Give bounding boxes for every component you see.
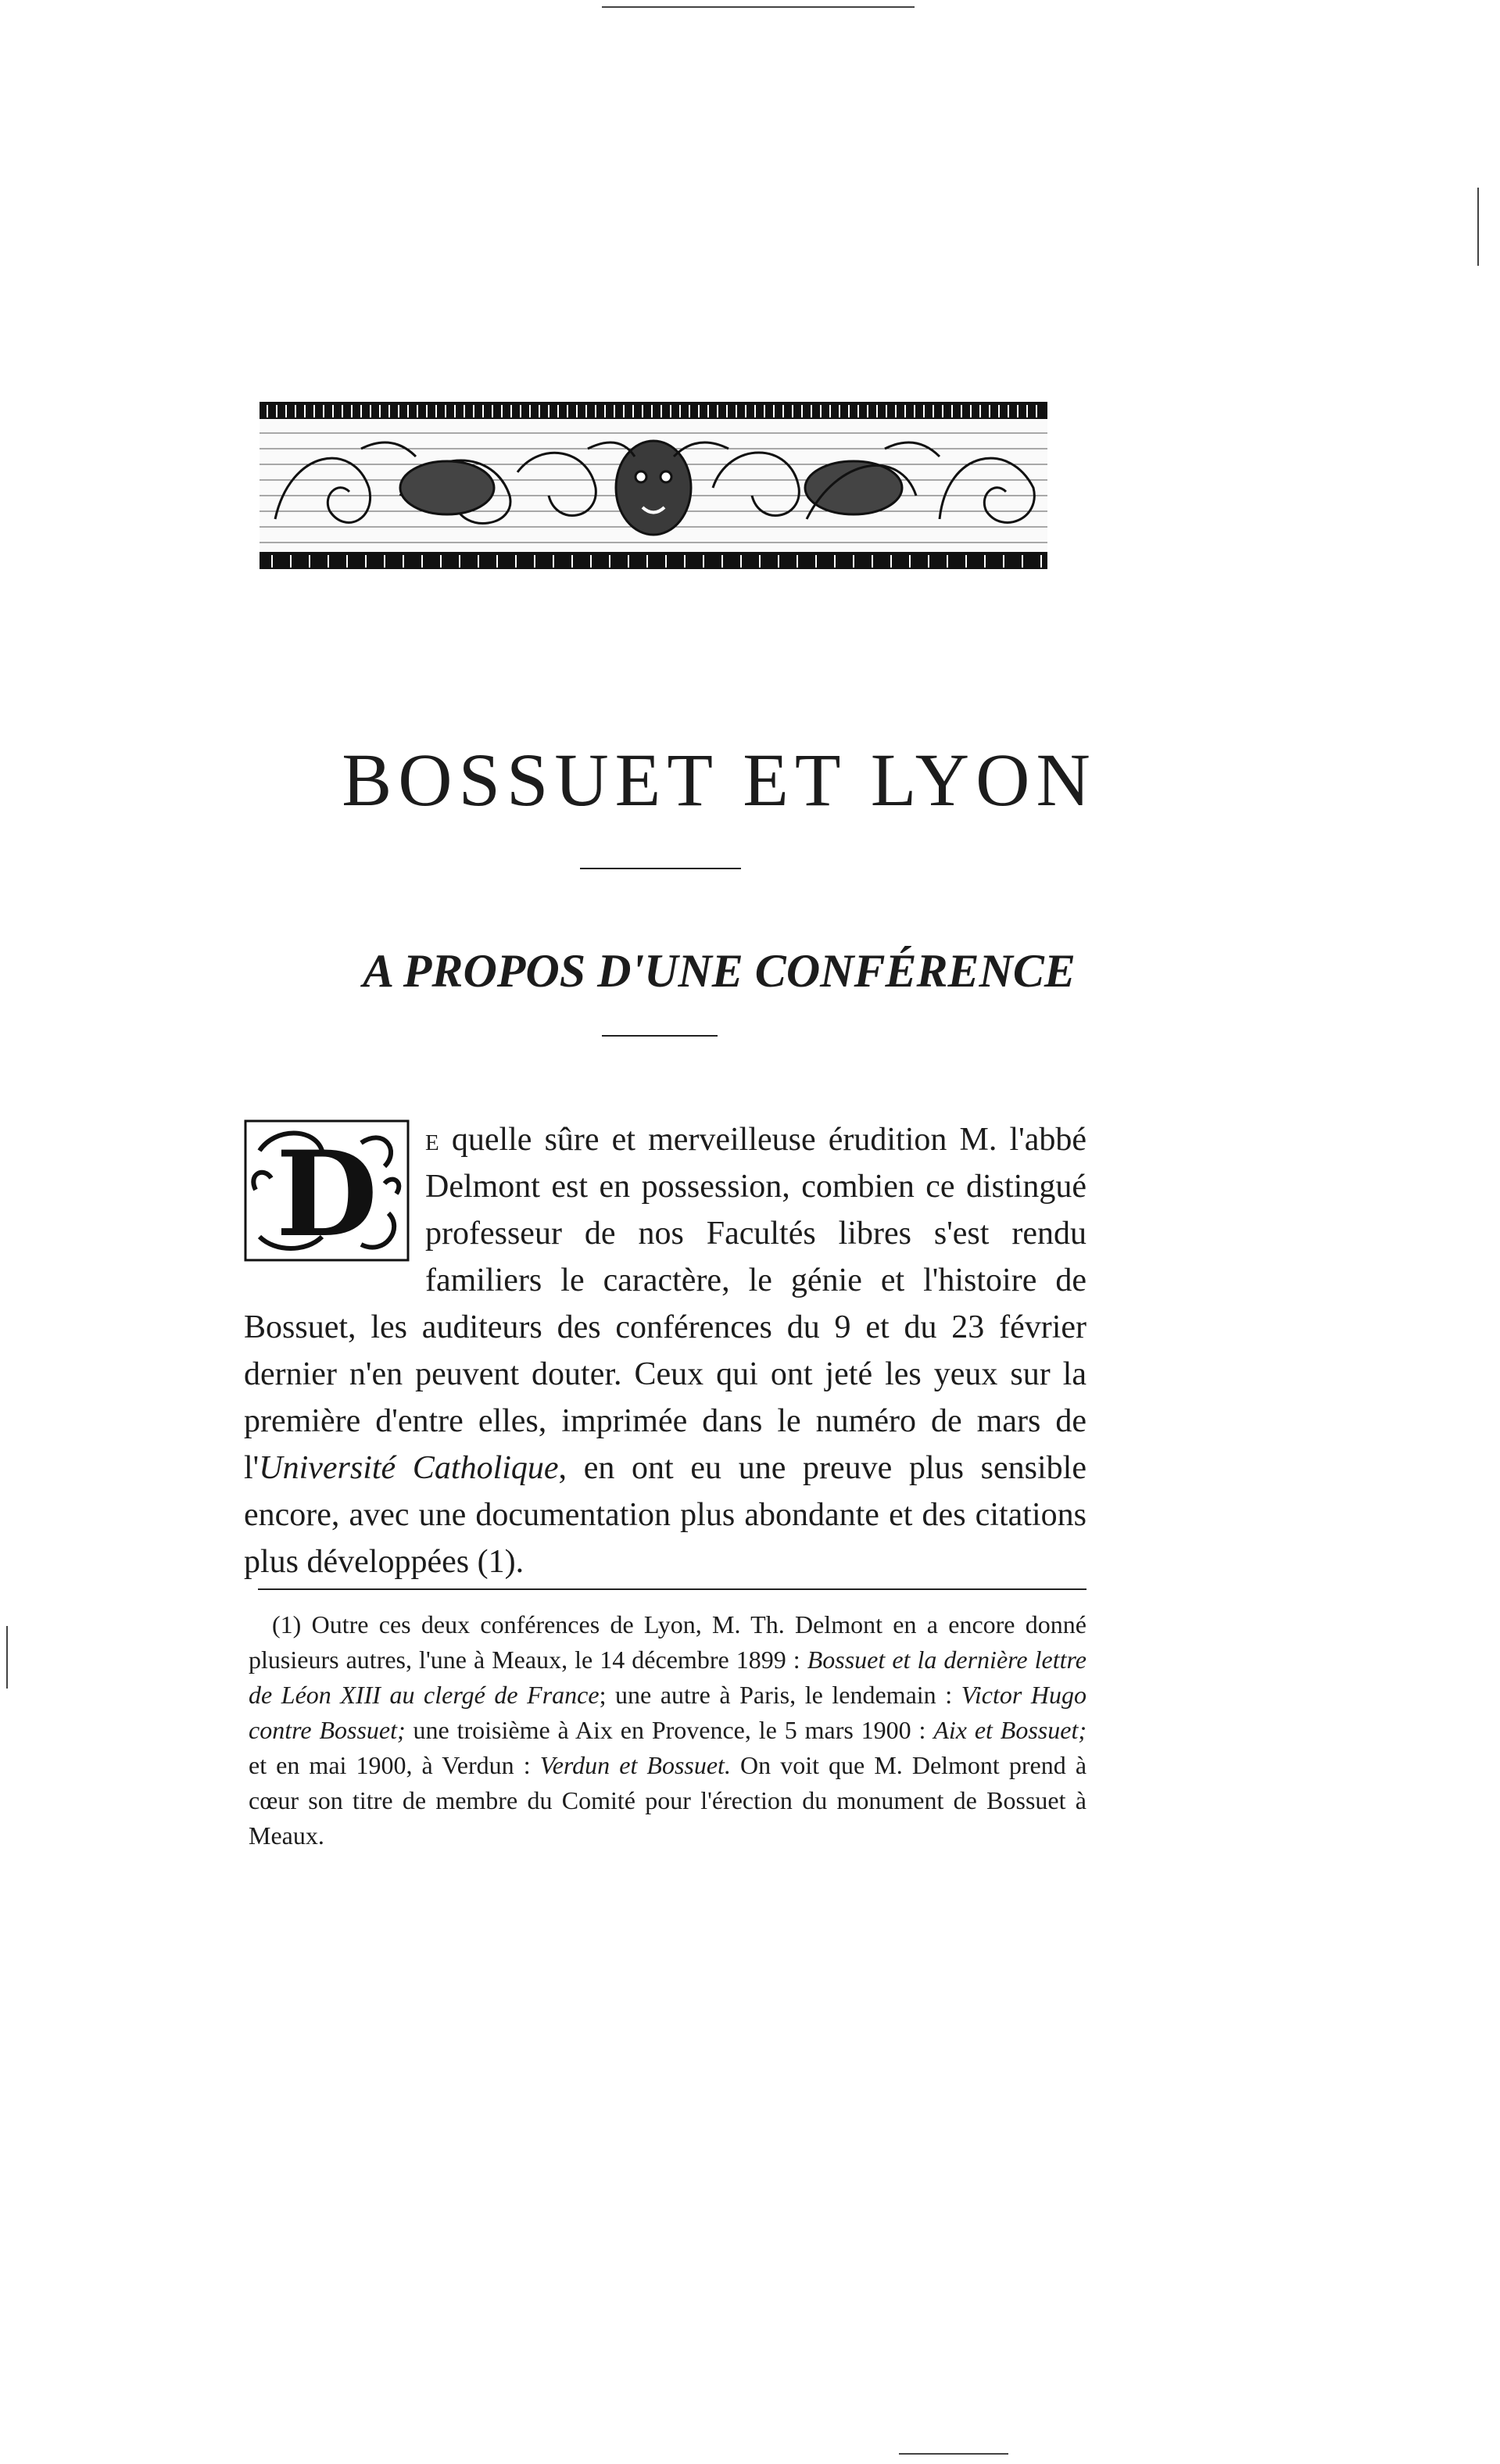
- decorated-initial-d-icon: [244, 1119, 410, 1262]
- scan-mark: [6, 1626, 8, 1689]
- ornamental-frieze-icon: [260, 402, 1047, 569]
- dropcap-letter: D: [275, 1126, 378, 1262]
- footnote-text-4: et en mai 1900, à Verdun :: [249, 1751, 540, 1779]
- title-rule: [580, 868, 741, 869]
- scan-mark: [602, 6, 915, 8]
- footnote-italic-3: Aix et Bossuet;: [933, 1716, 1087, 1744]
- body-text-italic: Université Catholique: [259, 1450, 559, 1486]
- footnote-text-2: ; une autre à Paris, le lendemain :: [599, 1681, 961, 1709]
- body-paragraph: [244, 1116, 1087, 1585]
- footnote-italic-4: Verdun et Bossuet.: [539, 1751, 731, 1779]
- subtitle-rule: [602, 1035, 718, 1037]
- footnote-rule: [258, 1588, 1087, 1590]
- page-subtitle: A PROPOS D'UNE CONFÉRENCE: [363, 945, 1076, 997]
- scan-mark: [1477, 188, 1479, 266]
- page-title: BOSSUET ET LYON: [342, 738, 1097, 822]
- footnote: [249, 1607, 1087, 1853]
- body-text-a: quelle sûre et merveilleuse érudition M. l'abbé Delmont est en possession, combien ce distingué professeur de nos Facultés libres s'est rendu familiers le caractère, le génie et l'histoire de Bossuet, les auditeurs des conférences du 9 et du 23 février dernier n'en peuvent douter. Ceux qui ont jeté les yeux sur la première d'entre elles, imprimée dans le numéro de mars de l': [244, 1122, 1087, 1486]
- footnote-text-3: une troisième à Aix en Provence, le 5 mars 1900 :: [405, 1716, 934, 1744]
- footnote-italic-1: Bossuet et la dernière lettre de Léon XIII au clergé de France: [249, 1646, 1087, 1709]
- footnote-text-1: (1) Outre ces deux conférences de Lyon, M. Th. Delmont en a encore donné plusieurs autres, l'une à Meaux, le 14 décembre 1899 :: [249, 1610, 1087, 1674]
- dropcap-rest: e: [425, 1122, 439, 1158]
- footnote-italic-2: Victor Hugo contre Bossuet;: [249, 1681, 1087, 1744]
- scan-mark: [899, 2453, 1008, 2455]
- body-text-b: , en ont eu une preuve plus sensible encore, avec une documentation plus abondante et des citations plus développées (1).: [244, 1450, 1087, 1580]
- footnote-text-5: On voit que M. Delmont prend à cœur son titre de membre du Comité pour l'érection du monument de Bossuet à Meaux.: [249, 1751, 1087, 1850]
